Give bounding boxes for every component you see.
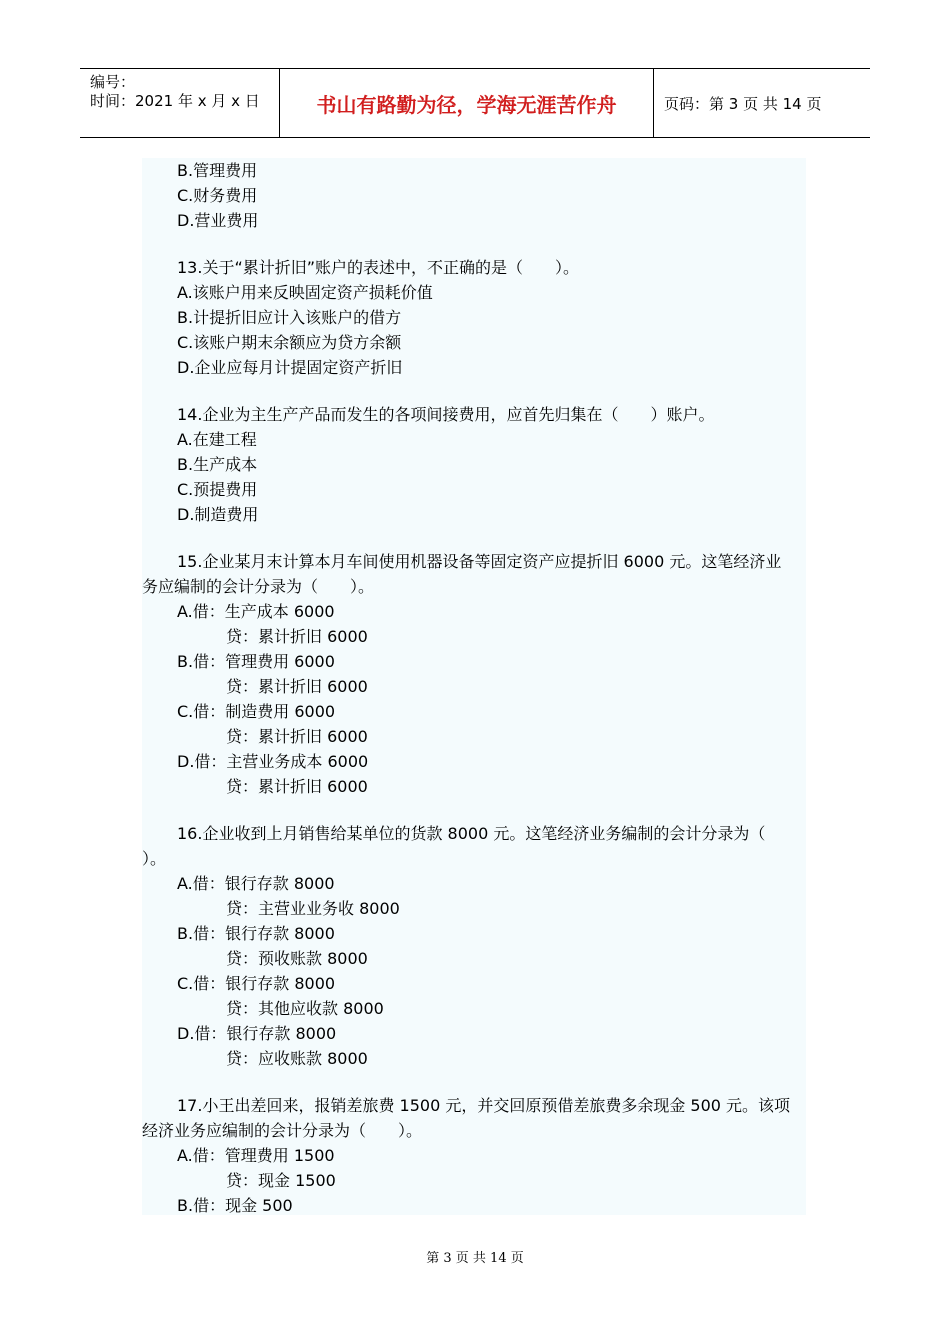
entry-credit: 贷：应收账款 8000 <box>226 1049 368 1068</box>
question-16-stem: 16.企业收到上月销售给某单位的货款 8000 元。这笔经济业务编制的会计分录为（ <box>177 824 766 843</box>
page-header <box>80 68 870 138</box>
question-17-stem: 17.小王出差回来，报销差旅费 1500 元，并交回原预借差旅费多余现金 500 元。该项 <box>177 1096 791 1115</box>
option-line: D.企业应每月计提固定资产折旧 <box>177 358 403 377</box>
option-line: B.计提折旧应计入该账户的借方 <box>177 308 402 327</box>
option-line: A.该账户用来反映固定资产损耗价值 <box>177 283 433 302</box>
question-16-stem-cont: ）。 <box>142 849 167 868</box>
entry-credit: 贷：其他应收款 8000 <box>226 999 384 1018</box>
entry-debit: B.借：银行存款 8000 <box>177 924 335 943</box>
entry-credit: 贷：现金 1500 <box>226 1171 336 1190</box>
entry-debit: A.借：管理费用 1500 <box>177 1146 335 1165</box>
document-time-label: 时间：2021 年 x 月 x 日 <box>90 92 260 110</box>
question-15-stem: 15.企业某月末计算本月车间使用机器设备等固定资产应提折旧 6000 元。这笔经济业 <box>177 552 782 571</box>
option-line: B.生产成本 <box>177 455 258 474</box>
question-14-stem: 14.企业为主生产产品而发生的各项间接费用，应首先归集在（ ）账户。 <box>177 405 715 424</box>
entry-debit: C.借：银行存款 8000 <box>177 974 336 993</box>
option-line: D.制造费用 <box>177 505 259 524</box>
option-line: C.财务费用 <box>177 186 258 205</box>
question-13-stem: 13.关于“累计折旧”账户的表述中，不正确的是（ ）。 <box>177 258 580 277</box>
question-17-stem-cont: 经济业务应编制的会计分录为（ ）。 <box>142 1121 423 1140</box>
header-meta <box>80 69 280 137</box>
option-line: A.在建工程 <box>177 430 257 449</box>
entry-debit: D.借：主营业务成本 6000 <box>177 752 369 771</box>
entry-credit: 贷：累计折旧 6000 <box>226 677 368 696</box>
option-line: D.营业费用 <box>177 211 259 230</box>
option-line: C.预提费用 <box>177 480 258 499</box>
page-footer: 第 3 页 共 14 页 <box>426 1251 524 1266</box>
question-content <box>142 158 806 1215</box>
entry-credit: 贷：累计折旧 6000 <box>226 727 368 746</box>
entry-credit: 贷：累计折旧 6000 <box>226 777 368 796</box>
entry-debit: D.借：银行存款 8000 <box>177 1024 337 1043</box>
entry-debit: B.借：管理费用 6000 <box>177 652 335 671</box>
entry-debit: B.借：现金 500 <box>177 1196 293 1215</box>
entry-credit: 贷：预收账款 8000 <box>226 949 368 968</box>
document-number-label: 编号： <box>90 73 136 91</box>
header-motto: 书山有路勤为径，学海无涯苦作舟 <box>280 69 654 137</box>
entry-debit: A.借：银行存款 8000 <box>177 874 335 893</box>
entry-credit: 贷：主营业业务收 8000 <box>226 899 400 918</box>
option-line: B.管理费用 <box>177 161 258 180</box>
entry-debit: C.借：制造费用 6000 <box>177 702 336 721</box>
option-line: C.该账户期末余额应为贷方余额 <box>177 333 402 352</box>
entry-debit: A.借：生产成本 6000 <box>177 602 335 621</box>
question-15-stem-cont: 务应编制的会计分录为（ ）。 <box>142 577 375 596</box>
header-page-info: 页码：第 3 页 共 14 页 <box>664 94 822 113</box>
entry-credit: 贷：累计折旧 6000 <box>226 627 368 646</box>
